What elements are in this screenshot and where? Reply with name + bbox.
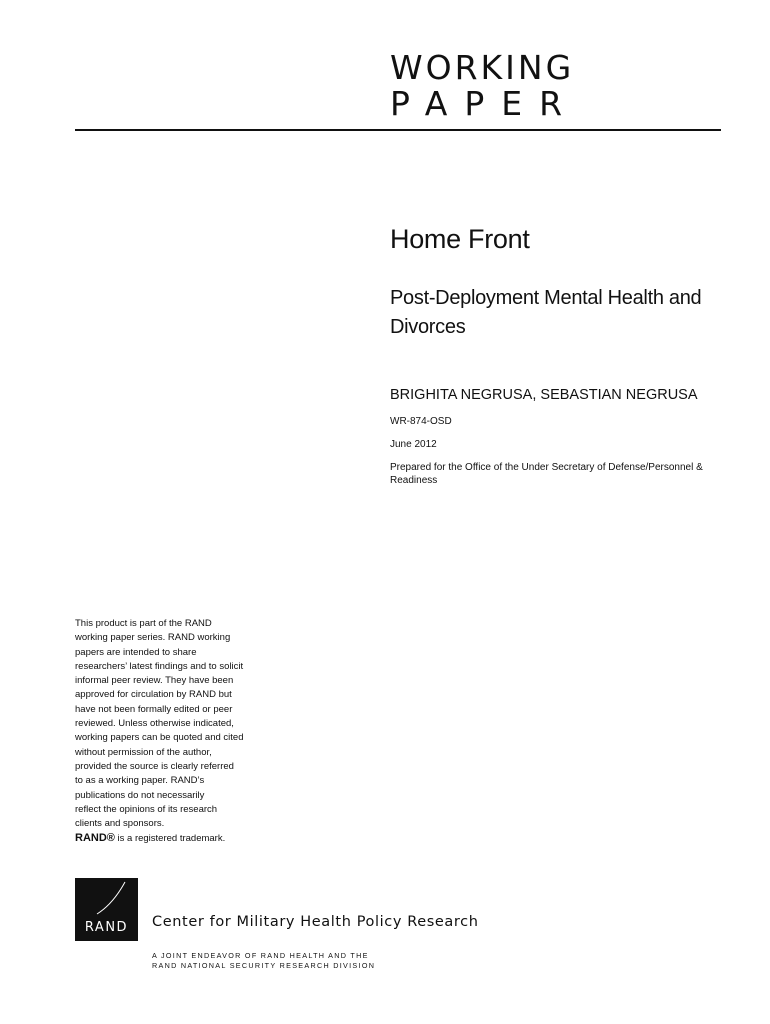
document-subtitle: Post-Deployment Mental Health and Divorces	[390, 287, 702, 338]
rand-logo-text: RAND	[84, 920, 129, 935]
report-number: WR-874-OSD	[390, 416, 452, 427]
trademark-note	[75, 831, 225, 846]
prepared-for: Prepared for the Office of the Under Secretary of Defense/Personnel & Readiness	[390, 462, 703, 486]
joint-line-1: A JOINT ENDEAVOR OF RAND HEALTH AND THE	[152, 951, 369, 960]
working-label: WORKING	[390, 48, 575, 87]
document-title: Home Front	[390, 224, 530, 254]
center-name: Center for Military Health Policy Research	[152, 914, 479, 930]
trademark-text: is a registered trademark.	[114, 833, 226, 844]
rand-logo	[75, 878, 138, 941]
joint-endeavor	[152, 951, 375, 971]
authors: BRIGHITA NEGRUSA, SEBASTIAN NEGRUSA	[390, 387, 698, 403]
joint-line-2: RAND NATIONAL SECURITY RESEARCH DIVISION	[152, 961, 376, 970]
header-rule	[75, 129, 721, 131]
disclaimer-text: This product is part of the RAND working paper series. RAND working papers are intended to share researchers’ latest findings and to solicit informal peer review. They have been approved for circulation by RAND but have not been formally edited or peer reviewed. Unless otherwise indicated, working papers can be quoted and cited without permission of the author, provided the source is clearly referred to as a working paper. RAND’s publications do not necessarily reflect the opinions of its research clients and sponsors.	[75, 618, 244, 830]
trademark-brand: RAND®	[75, 832, 115, 844]
paper-label: PAPER	[390, 84, 580, 123]
publication-date: June 2012	[390, 439, 437, 450]
